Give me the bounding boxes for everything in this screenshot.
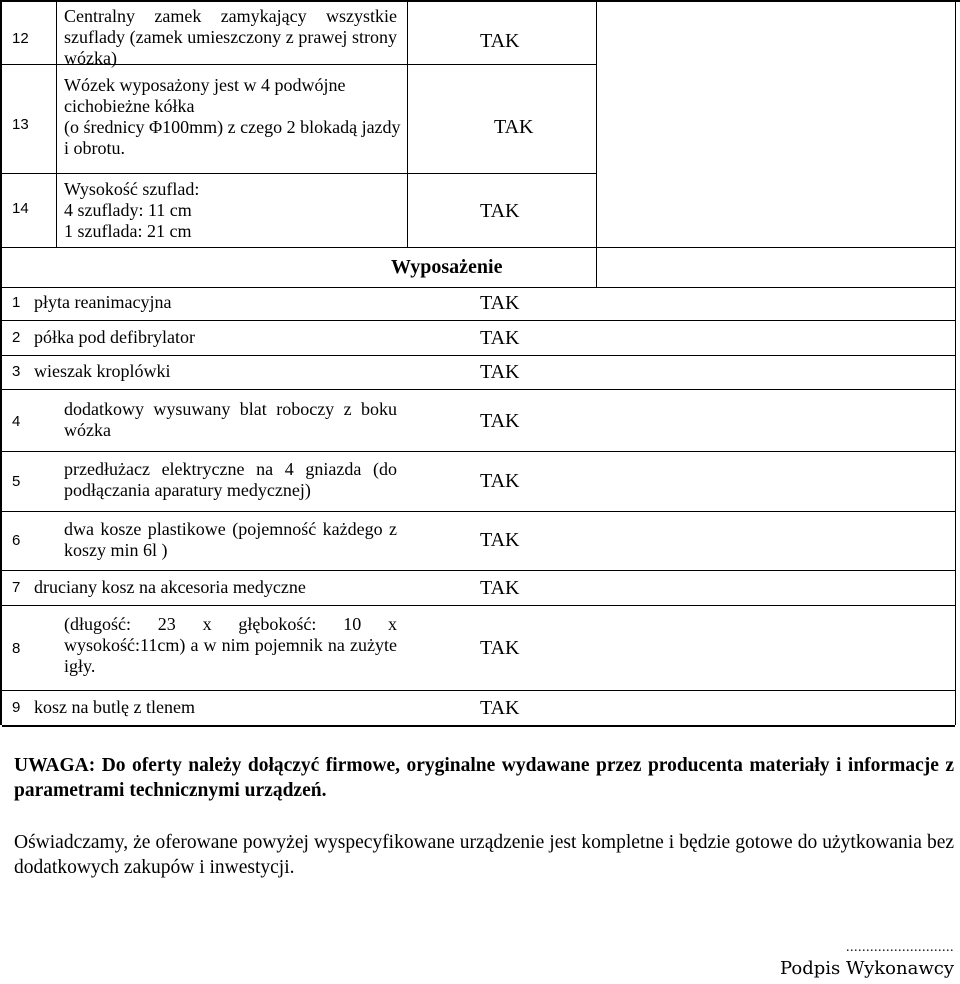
table-gridline — [56, 2, 57, 247]
row-description: (długość: 23 x głębokość: 10 x wysokość:11cm) a w nim pojemnik na zużyte igły. — [64, 614, 397, 676]
table-gridline — [2, 320, 955, 321]
signature-label: Podpis Wykonawcy — [780, 958, 954, 979]
row-description: wieszak kroplówki — [34, 361, 171, 381]
row-number: 2 — [12, 329, 21, 346]
table-gridline — [2, 511, 955, 512]
table-gridline — [2, 355, 955, 356]
row-value: TAK — [480, 637, 520, 659]
row-value: TAK — [480, 529, 520, 551]
table-gridline — [2, 605, 955, 606]
warning-note: UWAGA: Do oferty należy dołączyć firmowe, oryginalne wydawane przez producenta materiały i informacje z parametrami technicznymi urządzeń. — [14, 755, 954, 801]
row-description: dodatkowy wysuwany blat roboczy z boku wózka — [64, 399, 397, 440]
row-description: dwa kosze plastikowe (pojemność każdego z koszy min 6l ) — [64, 519, 397, 560]
row-value: TAK — [480, 30, 520, 52]
row-description: przedłużacz elektryczne na 4 gniazda (do podłączania aparatury medycznej) — [64, 459, 397, 500]
table-gridline — [2, 247, 955, 248]
row-value: TAK — [480, 327, 520, 349]
row-number: 6 — [12, 532, 21, 549]
table-gridline — [596, 2, 597, 247]
row-value: TAK — [480, 470, 520, 492]
table-gridline — [955, 2, 956, 725]
row-number: 9 — [12, 699, 21, 716]
declaration-note: Oświadczamy, że oferowane powyżej wyspecyfikowane urządzenie jest kompletne i będzie gotowe do użytkowania bez dodatkowych zakupów i inwestycji. — [14, 832, 954, 878]
table-gridline — [2, 451, 955, 452]
row-value: TAK — [480, 577, 520, 599]
row-description: Wózek wyposażony jest w 4 podwójne cichobieżne kółka (o średnicy Φ100mm) z czego 2 blokadą jazdy i obrotu. — [64, 75, 401, 158]
section-title: Wyposażenie — [391, 256, 503, 278]
row-value: TAK — [480, 292, 520, 314]
signature-line: ........................... — [846, 940, 954, 955]
row-number: 1 — [12, 294, 21, 311]
row-value: TAK — [494, 116, 534, 138]
row-value: TAK — [480, 410, 520, 432]
row-number: 13 — [12, 116, 29, 133]
row-number: 4 — [12, 413, 21, 430]
row-description: Wysokość szuflad: 4 szuflady: 11 cm 1 szuflada: 21 cm — [64, 179, 200, 241]
row-number: 5 — [12, 473, 21, 490]
row-number: 3 — [12, 363, 21, 380]
table-gridline — [2, 690, 955, 691]
row-number: 12 — [12, 30, 29, 47]
table-gridline — [2, 173, 596, 174]
table-gridline — [2, 389, 955, 390]
table-gridline — [2, 725, 955, 727]
row-number: 7 — [12, 579, 21, 596]
table-gridline — [2, 570, 955, 571]
table-gridline — [596, 247, 597, 287]
table-gridline — [2, 287, 955, 288]
row-description: Centralny zamek zamykający wszystkie szuflady (zamek umieszczony z prawej strony wózka) — [64, 6, 397, 68]
row-description: kosz na butlę z tlenem — [34, 697, 195, 717]
row-number: 14 — [12, 200, 29, 217]
row-description: półka pod defibrylator — [34, 327, 195, 347]
row-description: płyta reanimacyjna — [34, 292, 172, 312]
row-number: 8 — [12, 640, 21, 657]
row-value: TAK — [480, 200, 520, 222]
table-gridline — [407, 2, 408, 247]
row-value: TAK — [480, 697, 520, 719]
row-description: druciany kosz na akcesoria medyczne — [34, 577, 306, 597]
row-value: TAK — [480, 361, 520, 383]
